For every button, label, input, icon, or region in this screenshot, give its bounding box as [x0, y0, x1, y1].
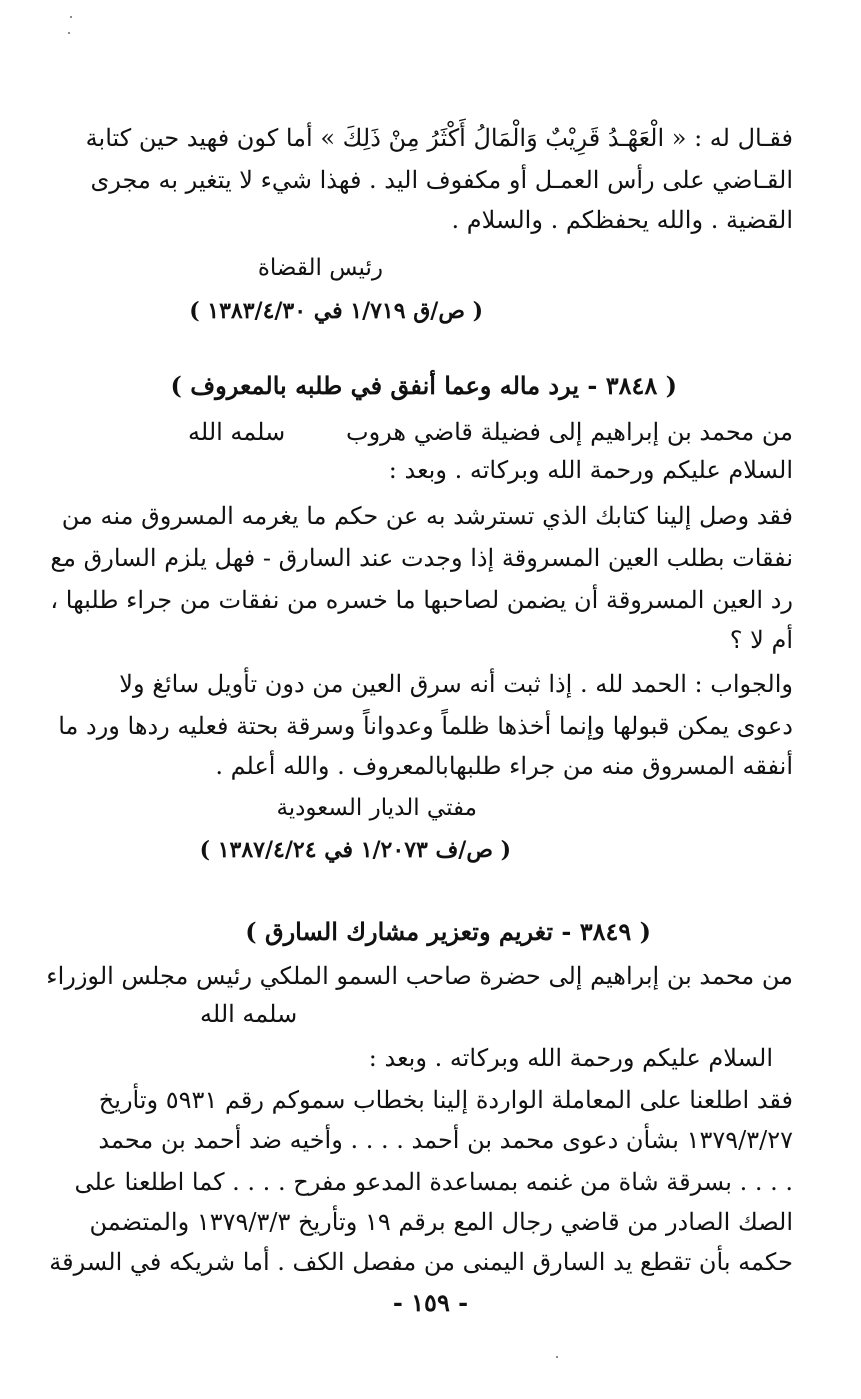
answer-line: دعوى يمكن قبولها وإنما أخذها ظلماً وعدواناً وسرقة بحتة فعليه ردها ورد ما [58, 712, 793, 740]
salutation: سلمه الله [200, 1000, 298, 1028]
text-line: فقـال له : « الْعَهْـدُ قَرِيْبٌ وَالْمَالُ أَكْثَرُ مِنْ ذَلِكَ » أما كون فهيد حين كتابة [85, 124, 793, 152]
body-line: . . . . بسرقة شاة من غنمه بمساعدة المدعو مفرح . . . . كما اطلعنا على [74, 1168, 793, 1196]
answer-line: أنفقه المسروق منه من جراء طلبهابالمعروف . والله أعلم . [215, 752, 793, 780]
body-line: حكمه بأن تقطع يد السارق اليمنى من مفصل الكف . أما شريكه في السرقة [49, 1248, 793, 1276]
scan-speck [70, 16, 72, 18]
page-number: - ١٥٩ - [392, 1288, 469, 1317]
signature: مفتي الديار السعودية [276, 795, 477, 821]
letter-from: من محمد بن إبراهيم إلى حضرة صاحب السمو الملكي رئيس مجلس الوزراء [46, 962, 793, 990]
scan-speck [68, 32, 70, 34]
letter-from: من محمد بن إبراهيم إلى فضيلة قاضي هروب [346, 418, 793, 446]
signature: رئيس القضاة [257, 255, 383, 281]
body-line: أم لا ؟ [729, 626, 793, 654]
body-line: رد العين المسروقة أن يضمن لصاحبها ما خسره من نفقات من جراء طلبها ، [50, 586, 793, 614]
section-heading: ( ٣٨٤٩ - تغريم وتعزير مشارك السارق ) [245, 917, 651, 946]
body-line: ١٣٧٩/٣/٢٧ بشأن دعوى محمد بن أحمد . . . . وأخيه ضد أحمد بن محمد [98, 1126, 793, 1154]
greeting: السلام عليكم ورحمة الله وبركاته . وبعد : [388, 456, 793, 484]
body-line: فقد وصل إلينا كتابك الذي تسترشد به عن حكم ما يغرمه المسروق منه من [61, 502, 793, 530]
body-line: نفقات بطلب العين المسروقة إذا وجدت عند السارق - فهل يلزم السارق مع [50, 544, 793, 572]
reference: ( ص/ق ١/٧١٩ في ١٣٨٣/٤/٣٠ ) [189, 298, 483, 324]
text-line: القضية . والله يحفظكم . والسلام . [451, 206, 793, 234]
answer-line: والجواب : الحمد لله . إذا ثبت أنه سرق العين من دون تأويل سائغ ولا [119, 670, 793, 698]
section-heading: ( ٣٨٤٨ - يرد ماله وعما أنفق في طلبه بالمعروف ) [170, 371, 677, 400]
reference: ( ص/ف ١/٢٠٧٣ في ١٣٨٧/٤/٢٤ ) [199, 837, 511, 863]
body-line: فقد اطلعنا على المعاملة الواردة إلينا بخطاب سموكم رقم ٥٩٣١ وتأريخ [98, 1086, 793, 1114]
salutation: سلمه الله [188, 418, 286, 446]
text-line: القـاضي على رأس العمـل أو مكفوف اليد . فهذا شيء لا يتغير به مجرى [90, 166, 793, 194]
scan-speck [556, 1356, 558, 1358]
body-line: الصك الصادر من قاضي رجال المع برقم ١٩ وتأريخ ١٣٧٩/٣/٣ والمتضمن [89, 1208, 793, 1236]
greeting: السلام عليكم ورحمة الله وبركاته . وبعد : [368, 1044, 773, 1072]
